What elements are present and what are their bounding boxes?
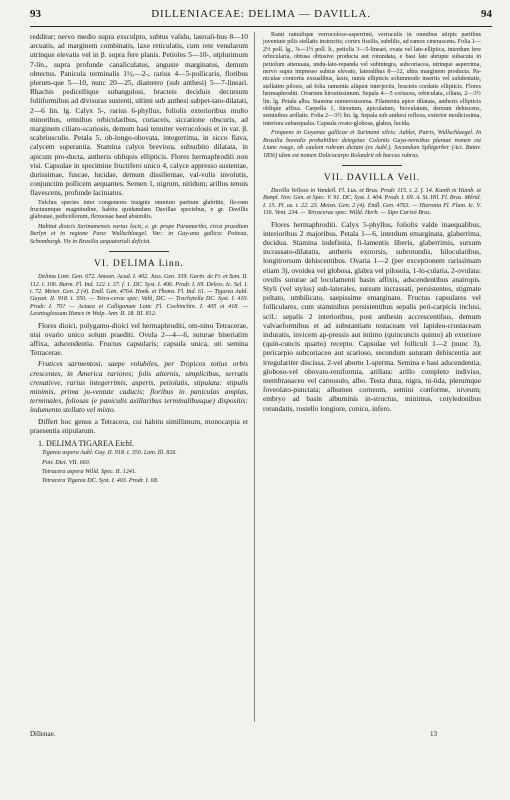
section-divider (109, 251, 169, 252)
right-column (263, 32, 481, 415)
species-note: Tulchra species inter congeneres insignis omnium partium glabritie, flo-rum fructuumque magnitudine, habitu quidamdam Davillae speciebus, e gr. Davillis glabratae, pedicellorum, flexuosae haud absimilis. (30, 199, 248, 221)
species-synonym-line: Tetracera aspera Willd. Spec. II. 1241. (42, 468, 137, 475)
flores-paragraph: Flores dioici, polygamo-dioici vel hermaphroditi, om-nino Tetracerae, nisi ovario unico solum praediti. Ovula 2—4—6, suturae biseriatim affixa, adscendentia. Fructus capsularis; capsula unica, uti semina Tetracerae. (30, 320, 248, 358)
section-heading-delima: VI. DELIMA Linn. (94, 259, 184, 270)
left-column (30, 32, 248, 488)
species-synonym-line: Tigarea aspera Aubl. Guy. II. 918. t. 350. Lam. Ill. 826. (42, 450, 177, 457)
page-number-right: 94 (480, 8, 492, 20)
column-divider (254, 32, 255, 722)
species-synonym-line: Poir. Dict. VII. 660. (42, 459, 91, 466)
genus-synonyms: Davilla Velloso in Vandell. Fl. Lus. et Bras. Prodr. 115. t. 2. f. 14. Kunth in Humb. et Bonpl. Nov. Gen. et Spec. V. 91. DC. Syst. I. 404. Prodr. I. 69. A. St. Hil. Fl. Bras. Mérid. I. 15. Pl. us. t. 22. 23. Meisn. Gen. 2 (4). Endl. Gen. 4763. — Hieronia Fl. Flum. Ic. V. 116. Vent. 234. — Tetracerae spec. Willd. Herb. — Sipo Carixó Bras. (263, 187, 481, 217)
footer-signature: Dillenae. (30, 730, 56, 738)
habitat-note: Habitat dioicis Surinamensis varius locis, e. gr. prope Paramaribo, circa praedium Berlyn et in regione Para: Wullschlaegel. Var.: in Guy-ana gallica: Poiteau, Schomburgk. Vix in Brasilia aequatoriali deficiet. (30, 223, 248, 245)
rami-paragraph: Rami ramulique verrucoloso-asperrimi, verruculis in omnibus stirpis partibus juventute pilis stellatis instructis; cortex fissilis, subdilis, ad ramos cinerascens. Folia 1—2½ poll. lg., ⅞—1½ poll. lt., petiolis 3—5-lineari, ovata vel late-elliptica, interdum fere orbicularia, obtusa obtusive producta aut rotundata, e basi late abrupte subacuta in petiolum attenuata, undu-lato-repanda vel subintegra, subcoriacea, utrinque asperrima, nervo supra impresso subtus elevato, lateralibus 8—12, ultra marginem producta. Pa-niculae contortis exsualibus, laxis, ramis ellipticis solummodo insertis vel subdentatis, stellatim pilosis, ad folia ramentis aliquot interjectis, bracteis cordatis ellipticis. Flores hermaphroditi. Ovarium hirsutissimum. Sepala 4—5 coriacea, orbiculata, ciliata, 2—3½ lin. lg. Petala alba. Stamina numerosissima. Filamenta apice dilatata, antheris ellipticis oblique affixa. Carpella 1, hirsutum, apiculatum, biovulatum, demum dehiscens, seminibus arillatis. Folia 2—3½ lin. lg. Sepala sub anthesi reflexa, exterior modicissima, interiora subaequalia. Capsula ovato-globosa, glabra, lucida. (263, 32, 481, 127)
header-rule (30, 26, 492, 27)
footer-sheet-number: 13 (430, 730, 437, 738)
page-number-left: 93 (30, 8, 41, 20)
genus-synonyms: Delima Linn. Gen. 672. Amoen. Acad. I. 402. Juss. Gen. 339. Gartn. de Fr. et Sem. II. 112. t. 106. Burm. Fl. Ind. 122. t. 37. f. 1. DC. Syst. I. 406. Prodr. I. 69. Deless. Ic. Sel. I. t. 72. Meisn. Gen. 2 (4). Endl. Gen. 4764. Hook. et Thoms. Fl. Ind. 61. — Tigarea Aubl. Guyan. II. 918. t. 350. — Tetra-cerae spec. Vahl, DC. — Trachytella DC. Syst. I. 410. Prodr. I. 70? — Actaea et Calligonum Lour. Fl. Cochinchin. I. 405 et 418. — Leontoglossum Hance in Walp. Ann. II. 18. III. 812. (30, 274, 248, 318)
habitat-note: Frequens in Guyanae gallicae et Surinami silvis: Aublet, Patris, Wullschlaegel. In Brasilia borealis probabiliter detegetur. Coloniis Guya-nensibus plantae nomen est Liane rouge, ob caulem rubrum dictam (ex Aubl.). Secundum Splitgerber (Act. Batav. 1856) idem est nomen Dolicocarpo Rolandrii ob baccas rubras. (263, 130, 481, 159)
flores-paragraph: Flores hermaphroditi. Calyx 5-phyllus, foliolis valde inaequalibus, interioribus 2 majoribus. Petala 1—6, interdum emarginata, glaberrima, decidua. Stamina indefinita, fi-lamentis liberis, glaberrimis, sursum incrassato-dilatatis, antheris extrorsis, subrotundis, bilocularibus, longitrorsum dehiscentibus. Ovaria 1—2 (per exceptionem rarissimam etiam 3), ovoidea vel globosa, glabra vel pilosula, 1-lo-cularia, 2-ovulata: ovulis suturae ad loculamenti basin affixis, adscendentibus anatropis. Styli (vel stylus) sub-laterales, sursum incrassati, persistentes, stigmate peltato, umbilicato, saepissime emarginato. Fructus capsulares vel folliculares, cum staminibus persistentibus sepalis peri-carpicis inclusi, scil.: sepalis 2 interioribus, post anthesin accrescentibus, demum valvaeformibus et ad substantiam testaceam vel lapideo-crustaceam induratis, invicem ap-pressis aut intimo (quincuncis quinto) ab exteriore (quin-cuncis quarto) recepto. Capsulae vel folliculi 1—2 (nunc 3), pericarpio subcoriaceo aut scarioso, secundum suturam dehiscentia aut irregulariter discissa, 2-vel abortu 1-sperma. Semina e basi adscendentia, globoso-vel obovato-reniformia, arillata: arillo completo indiviso, membranaceo vel carnosulo, albo. Testa dura, nigra, ni-tida, plerumque foveolato-punctata; albumen corneum, semini conforme, niveum; embryo ad basin albuminis in-structus, minimus, cotyledonibus rotundatis, rostello longiore, conico, infero. (263, 219, 481, 413)
species-heading: 1. DELIMA TIGAREA Eichl. (38, 438, 135, 448)
description-paragraph: redditur; nervo medio supra exsculpto, subtus valido, laterali-bus 8—10 arcuatis, ad marginem combinatis, laxe reticulatis, cum rete venularum utrinque elevatis vel in β. supra fere planis. Petioles 5—10-, utplurimum 7-lin., supra profunde canaliculatus, anguste marginatus, demum obtectus. Panicula terminalis 1½,—2-, rarius 4—5-pollicaris, floribus plerum-que 5—10, nunc 20—25, diametro (sub anthesi) 5—7-linearì. Rhachis pedicellique subangulosi, bracteis deciduis decursum foliiformibus ad divisuras sustenti, ultimi sub anthesi subpet-tato-dilatati, 2—6 lin. lg. Calyx 5-, rarius 6-phyllus, foliolis exterioribus multo minoribus, omnibus orbicularibus, coriaceis, siccatione obscuris, ad marginem ciliato-scariosis, demum basi tenuiter verrucolosis et in var. β. scabriusculis. Petala 5, ob-longo-obovata, integerrima, in sicco flava, calycem superantia. Stamina calyce breviora, subsubito dilatata, in apicum pro-ducta, antheris obliquis ellipticis. Flores hermaphroditi non visi. Capsulae in specimine fructifero unico 4, calyce appresso sustentae, durissimae, fuscae, lucidae, demum dissilientae, val-vulis involutis, conjunctim pollicem aequantes. Semen 1, nigrum, nitidum; arillus tenuis flavescens, profunde laciniatus. (30, 32, 248, 198)
differt-paragraph: Differt hoc genus a Tetracera, cui habitu simillimum, monocarpia et praesentia stipularum. (30, 416, 248, 435)
section-divider (342, 165, 402, 166)
running-title: DILLENIACEAE: DELIMA — DAVILLA. (151, 8, 371, 20)
section-heading-davilla: VII. DAVILLA Vell. (323, 172, 421, 183)
running-head (30, 8, 492, 26)
species-synonym-list (30, 450, 248, 486)
species-synonym-line: Tetracera Tigarea DC. Syst. I. 403. Prodr. I. 68. (42, 478, 159, 485)
frutices-paragraph: Frutices sarmentosi, saepe volubiles, per Tropicos totius orbis crescentes, in America rariores; folis alternis, simplicibus, serratis crenativve, rarius integerrimis, asperis, petiolatis, stipulata: stipulis minimis, prima ju-ventute caducis; floribus in paniculas amplas, terminales, foliosas (e paniculis axillaribus terminalibusque) dispositis; indumento stellato vel mixto. (30, 359, 248, 415)
